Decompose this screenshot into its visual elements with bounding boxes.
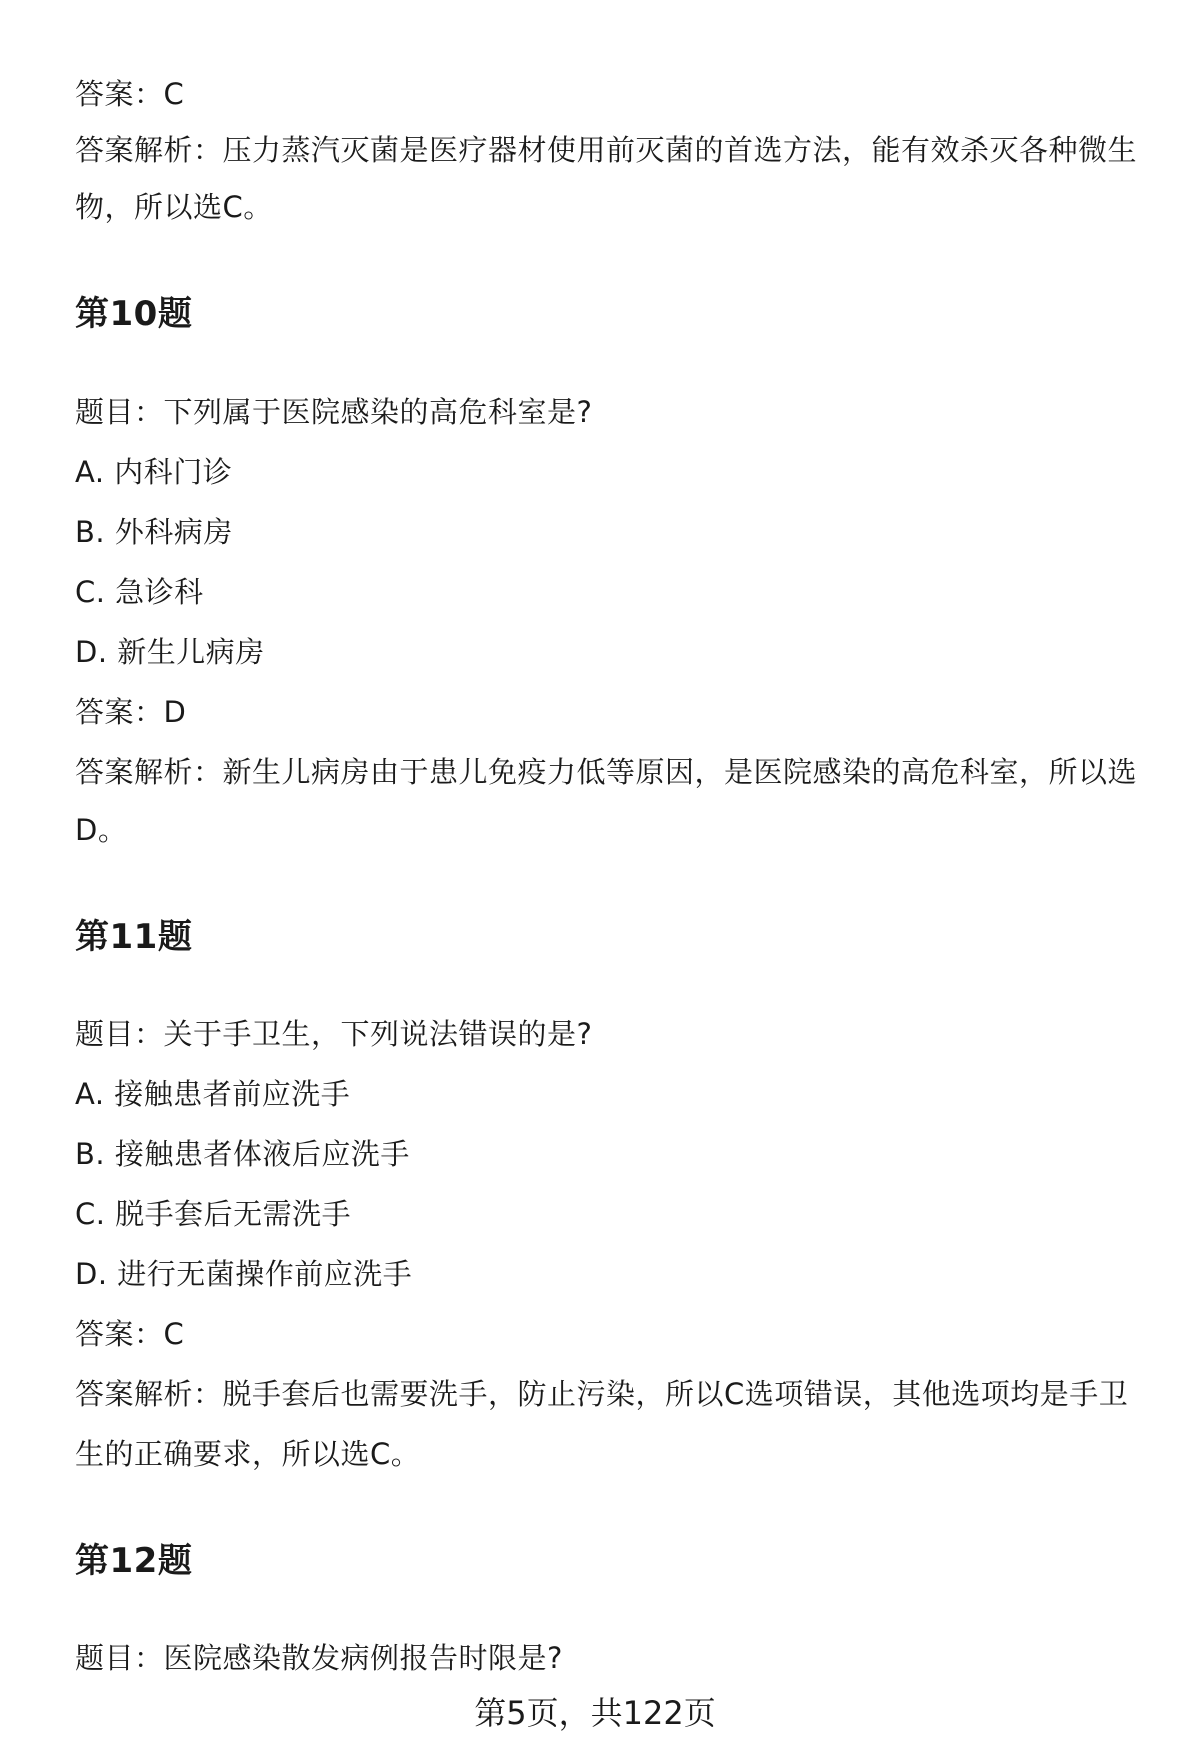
option-d: D. 新生儿病房 <box>75 635 265 669</box>
explanation-line: 物，所以选C。 <box>75 190 273 224</box>
question-heading: 第11题 <box>75 917 193 957</box>
explanation-line: D。 <box>75 813 128 847</box>
explanation-line: 答案解析：新生儿病房由于患儿免疫力低等原因，是医院感染的高危科室，所以选 <box>75 755 1138 789</box>
page-number: 第5页，共122页 <box>474 1694 716 1732</box>
option-b: B. 外科病房 <box>75 515 233 549</box>
answer-line: 答案：C <box>75 77 185 111</box>
option-a: A. 接触患者前应洗手 <box>75 1077 351 1111</box>
option-c: C. 急诊科 <box>75 575 204 609</box>
question-stem: 题目：下列属于医院感染的高危科室是? <box>75 395 593 429</box>
option-c: C. 脱手套后无需洗手 <box>75 1197 352 1231</box>
question-heading: 第12题 <box>75 1541 193 1581</box>
explanation-line: 答案解析：压力蒸汽灭菌是医疗器材使用前灭菌的首选方法，能有效杀灭各种微生 <box>75 133 1138 167</box>
answer-line: 答案：D <box>75 695 187 729</box>
option-a: A. 内科门诊 <box>75 455 233 489</box>
option-b: B. 接触患者体液后应洗手 <box>75 1137 410 1171</box>
answer-line: 答案：C <box>75 1317 185 1351</box>
question-stem: 题目：关于手卫生，下列说法错误的是? <box>75 1017 593 1051</box>
explanation-line: 答案解析：脱手套后也需要洗手，防止污染，所以C选项错误，其他选项均是手卫 <box>75 1377 1129 1411</box>
explanation-line: 生的正确要求，所以选C。 <box>75 1437 421 1471</box>
question-heading: 第10题 <box>75 294 193 334</box>
option-d: D. 进行无菌操作前应洗手 <box>75 1257 413 1291</box>
question-stem: 题目：医院感染散发病例报告时限是? <box>75 1641 563 1675</box>
